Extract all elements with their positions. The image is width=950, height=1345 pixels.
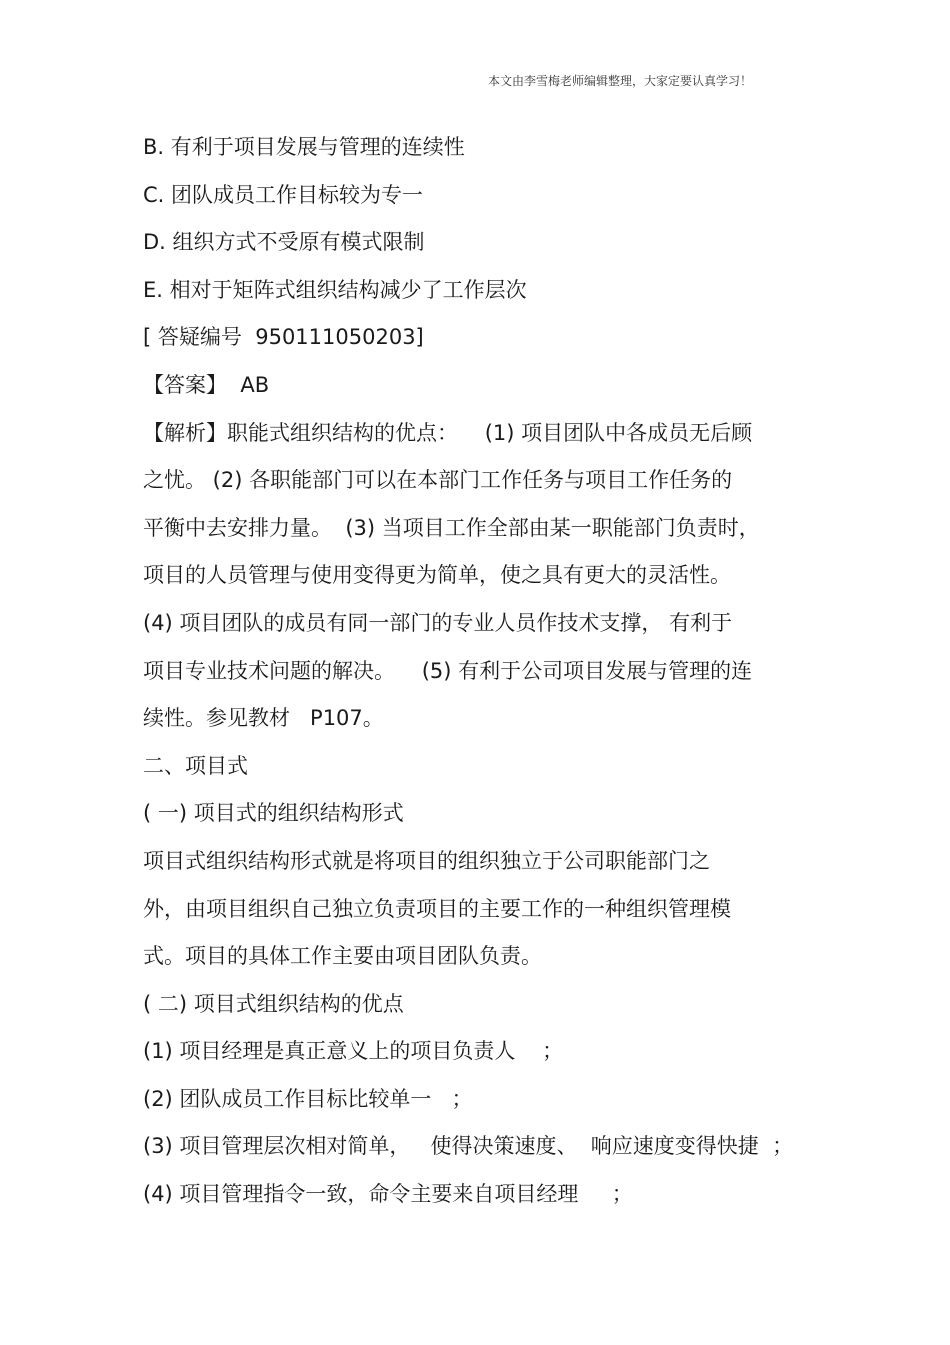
option-b: B. 有利于项目发展与管理的连续性 bbox=[143, 135, 465, 159]
paragraph-line: 项目式组织结构形式就是将项目的组织独立于公司职能部门之 bbox=[143, 848, 710, 873]
option-d: D. 组织方式不受原有模式限制 bbox=[143, 230, 425, 255]
section-heading: 二、项目式 bbox=[143, 753, 248, 778]
option-e: E. 相对于矩阵式组织结构减少了工作层次 bbox=[143, 277, 527, 302]
list-item: (3) 项目管理层次相对简单， 使得决策速度、 响应速度变得快捷 ； bbox=[143, 1134, 794, 1159]
list-item: (4) 项目管理指令一致，命令主要来自项目经理 ； bbox=[143, 1182, 633, 1207]
paragraph-line: 外，由项目组织自己独立负责项目的主要工作的一种组织管理模 bbox=[143, 896, 731, 921]
analysis-line: 项目专业技术问题的解决。 (5) 有利于公司项目发展与管理的连 bbox=[143, 658, 753, 683]
analysis-line: 之忧。 (2) 各职能部门可以在本部门工作任务与项目工作任务的 bbox=[143, 468, 733, 493]
page-header-note: 本文由李雪梅老师编辑整理，大家定要认真学习！ bbox=[488, 74, 753, 88]
list-item: (1) 项目经理是真正意义上的项目负责人 ； bbox=[143, 1039, 564, 1064]
analysis-line: 【解析】职能式组织结构的优点： (1) 项目团队中各成员无后顾 bbox=[143, 420, 753, 445]
subsection-heading: ( 二) 项目式组织结构的优点 bbox=[143, 991, 404, 1016]
answer-line: 【答案】 AB bbox=[143, 372, 270, 397]
analysis-line: 续性。参见教材 P107。 bbox=[143, 706, 384, 731]
paragraph-line: 式。项目的具体工作主要由项目团队负责。 bbox=[143, 944, 542, 969]
analysis-line: 项目的人员管理与使用变得更为简单，使之具有更大的灵活性。 bbox=[143, 563, 731, 588]
list-item: (2) 团队成员工作目标比较单一 ； bbox=[143, 1086, 473, 1111]
document-body bbox=[143, 130, 843, 1225]
subsection-heading: ( 一) 项目式的组织结构形式 bbox=[143, 801, 404, 826]
analysis-line: (4) 项目团队的成员有同一部门的专业人员作技术支撑， 有利于 bbox=[143, 610, 733, 635]
option-c: C. 团队成员工作目标较为专一 bbox=[143, 182, 424, 207]
question-id: [ 答疑编号 950111050203] bbox=[143, 325, 424, 350]
analysis-line: 平衡中去安排力量。 (3) 当项目工作全部由某一职能部门负责时， bbox=[143, 515, 760, 540]
